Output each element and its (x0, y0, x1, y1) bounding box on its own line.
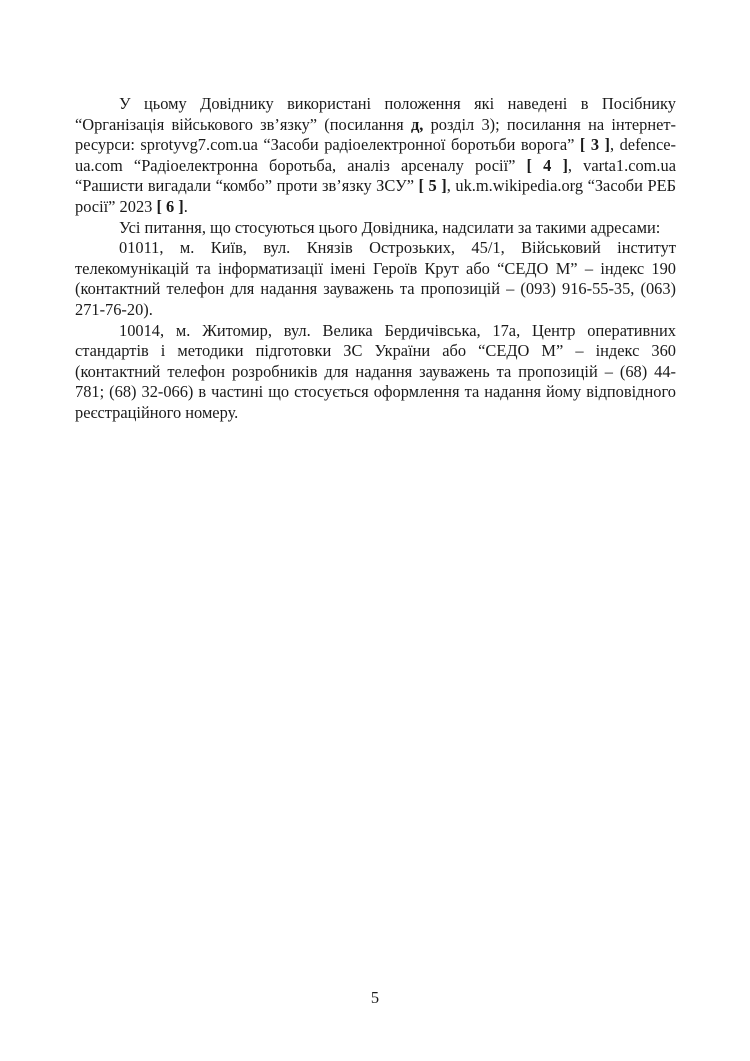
sources-ref-5: [ 5 ] (418, 176, 447, 196)
page-body (75, 94, 676, 424)
sources-text-3: , defence-ua.com “Радіоелектронна боротьба, аналіз арсеналу росії” (75, 135, 677, 175)
sources-ref-4: [ 4 ] (526, 155, 568, 175)
sources-text-5: , uk.m.wikipedia.org “Засоби РЕБ росії” 2023 (75, 176, 677, 216)
sources-text-4: , varta1.com.ua “Рашисти вигадали “комбо” проти зв’язку ЗСУ” (75, 155, 676, 196)
paragraph-contacts-intro: Усі питання, що стосуються цього Довідника, надсилати за такими адресами: (119, 217, 661, 237)
sources-ref-d: д, (410, 114, 424, 134)
paragraph-sources (75, 94, 676, 218)
paragraph-address-kyiv: 01011, м. Київ, вул. Князів Острозьких, 45/1, Військовий інститут телекомунікацій та інформатизації імені Героїв Крут або “СЕДО М” – індекс 190 (контактний телефон для надання зауважень та пропозицій – (093) 916-55-35, (063) 271-76-20). (75, 238, 676, 319)
paragraph-address-zhytomyr: 10014, м. Житомир, вул. Велика Бердичівська, 17а, Центр оперативних стандартів і методики підготовки ЗС України або “СЕДО М” – індекс 360 (контактний телефон розробників для надання зауважень та пропозицій – (68) 44-781; (68) 32-066) в частині що стосується оформлення та надання йому відповідного реєстраційного номеру. (75, 320, 676, 422)
sources-ref-6: [ 6 ] (156, 196, 184, 216)
page-number: 5 (370, 988, 380, 1007)
sources-ref-3: [ 3 ] (579, 135, 611, 155)
sources-text-2: розділ 3); посилання на інтернет-ресурси: sprotyvg7.com.ua “Засоби радіоелектронної боротьби ворога” (75, 114, 676, 155)
sources-text-1: У цьому Довіднику використані положення які наведені в Посібнику “Організація військового зв’язку” (посилання (75, 94, 676, 134)
sources-text-6: . (183, 196, 188, 216)
